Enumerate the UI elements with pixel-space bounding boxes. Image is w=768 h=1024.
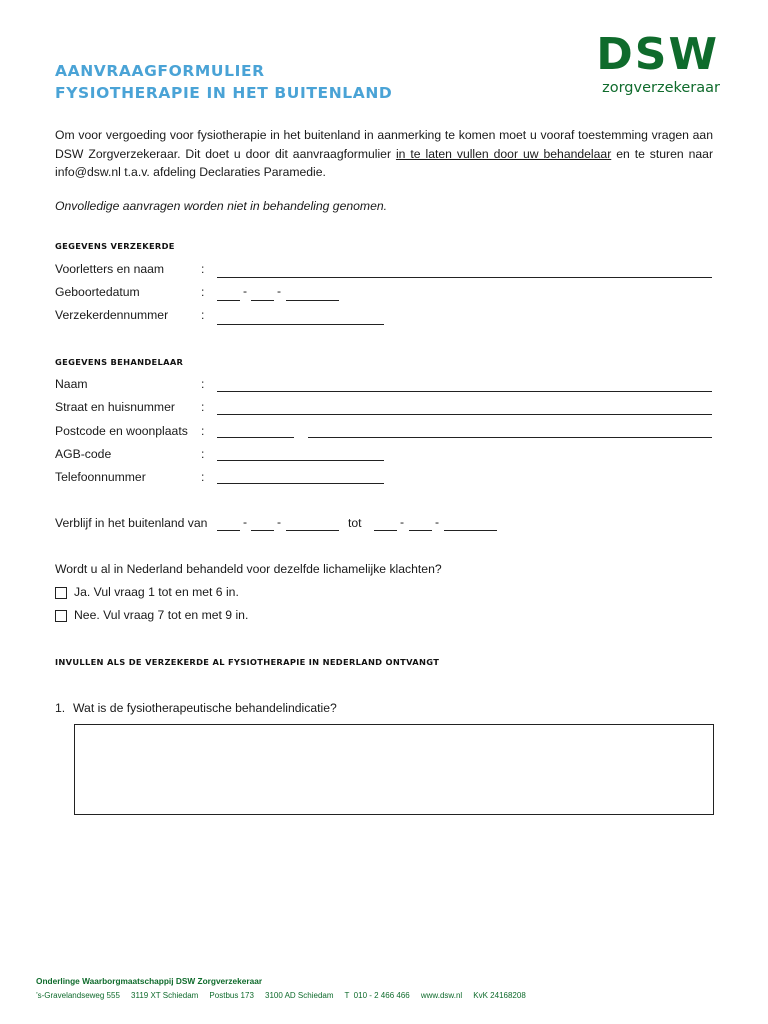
dob-year-field[interactable] bbox=[286, 300, 339, 301]
incomplete-note: Onvolledige aanvragen worden niet in behandeling genomen. bbox=[55, 199, 388, 213]
phone-field[interactable] bbox=[217, 483, 384, 484]
dash: - bbox=[400, 515, 405, 529]
footer-company: Onderlinge Waarborgmaatschappij DSW Zorgverzekeraar bbox=[36, 976, 263, 986]
footer-address: ’s-Gravelandseweg 555 3119 XT Schiedam Postbus 173 3100 AD Schiedam T 010 - 2 466 466 www.dsw.nl KvK 24168208 bbox=[36, 991, 526, 1000]
colon: : bbox=[201, 308, 205, 322]
colon: : bbox=[201, 470, 205, 484]
practitioner-name-label: Naam bbox=[55, 377, 88, 391]
dash: - bbox=[435, 515, 440, 529]
stay-period-label: Verblijf in het buitenland van bbox=[55, 516, 208, 530]
stay-from-month-field[interactable] bbox=[251, 530, 274, 531]
practitioner-name-field[interactable] bbox=[217, 391, 712, 392]
street-label: Straat en huisnummer bbox=[55, 400, 175, 414]
insured-name-field[interactable] bbox=[217, 277, 712, 278]
stay-to-day-field[interactable] bbox=[374, 530, 397, 531]
phone-label: Telefoonnummer bbox=[55, 470, 146, 484]
form-title-line2: FYSIOTHERAPIE IN HET BUITENLAND bbox=[55, 84, 393, 102]
dash: - bbox=[243, 284, 248, 298]
dob-label: Geboortedatum bbox=[55, 285, 140, 299]
dash: - bbox=[277, 284, 282, 298]
no-checkbox[interactable] bbox=[55, 610, 67, 622]
intro-underlined: in te laten vullen door uw behandelaar bbox=[395, 146, 612, 161]
agb-code-label: AGB-code bbox=[55, 447, 112, 461]
yes-option-label: Ja. Vul vraag 1 tot en met 6 in. bbox=[74, 585, 239, 599]
stay-to-month-field[interactable] bbox=[409, 530, 432, 531]
intro-text-1: Om voor vergoeding voor fysiotherapie in het buitenland in aanmerking te komen moet u vooraf toestemming vragen aan DSW Zorgverzekeraar. Dit doet u door dit aanvraagformulier bbox=[55, 128, 713, 161]
treated-question: Wordt u al in Nederland behandeld voor dezelfde lichamelijke klachten? bbox=[55, 562, 442, 576]
form-title-line1: AANVRAAGFORMULIER bbox=[55, 62, 265, 80]
stay-to-label: tot bbox=[348, 516, 362, 530]
question-1-number: 1. bbox=[55, 701, 66, 715]
no-option-label: Nee. Vul vraag 7 tot en met 9 in. bbox=[74, 608, 249, 622]
dob-month-field[interactable] bbox=[251, 300, 274, 301]
agb-code-field[interactable] bbox=[217, 460, 384, 461]
colon: : bbox=[201, 447, 205, 461]
city-field[interactable] bbox=[308, 437, 712, 438]
dash: - bbox=[243, 515, 248, 529]
stay-to-year-field[interactable] bbox=[444, 530, 497, 531]
colon: : bbox=[201, 424, 205, 438]
colon: : bbox=[201, 262, 205, 276]
section-heading-practitioner: GEGEVENS BEHANDELAAR bbox=[55, 357, 184, 367]
stay-from-day-field[interactable] bbox=[217, 530, 240, 531]
street-field[interactable] bbox=[217, 414, 712, 415]
dash: - bbox=[277, 515, 282, 529]
dsw-logo-subtitle: zorgverzekeraar bbox=[602, 80, 720, 96]
colon: : bbox=[201, 400, 205, 414]
yes-checkbox[interactable] bbox=[55, 587, 67, 599]
section-heading-insured: GEGEVENS VERZEKERDE bbox=[55, 241, 175, 251]
postcode-field[interactable] bbox=[217, 437, 294, 438]
colon: : bbox=[201, 285, 205, 299]
insured-name-label: Voorletters en naam bbox=[55, 262, 165, 276]
intro-text-2: en te sturen naar info@dsw.nl t.a.v. afdeling Declaraties Paramedie. bbox=[55, 146, 714, 179]
dsw-logo: DSW bbox=[596, 29, 719, 80]
question-1-text: Wat is de fysiotherapeutische behandelindicatie? bbox=[73, 701, 337, 715]
policy-number-field[interactable] bbox=[217, 324, 384, 325]
colon: : bbox=[201, 377, 205, 391]
policy-number-label: Verzekerdennummer bbox=[55, 308, 169, 322]
intro-paragraph bbox=[55, 126, 713, 182]
question-1-answer-box[interactable] bbox=[74, 724, 714, 815]
section-heading-physio: INVULLEN ALS DE VERZEKERDE AL FYSIOTHERAPIE IN NEDERLAND ONTVANGT bbox=[55, 657, 440, 667]
dob-day-field[interactable] bbox=[217, 300, 240, 301]
stay-from-year-field[interactable] bbox=[286, 530, 339, 531]
postcode-label: Postcode en woonplaats bbox=[55, 424, 188, 438]
